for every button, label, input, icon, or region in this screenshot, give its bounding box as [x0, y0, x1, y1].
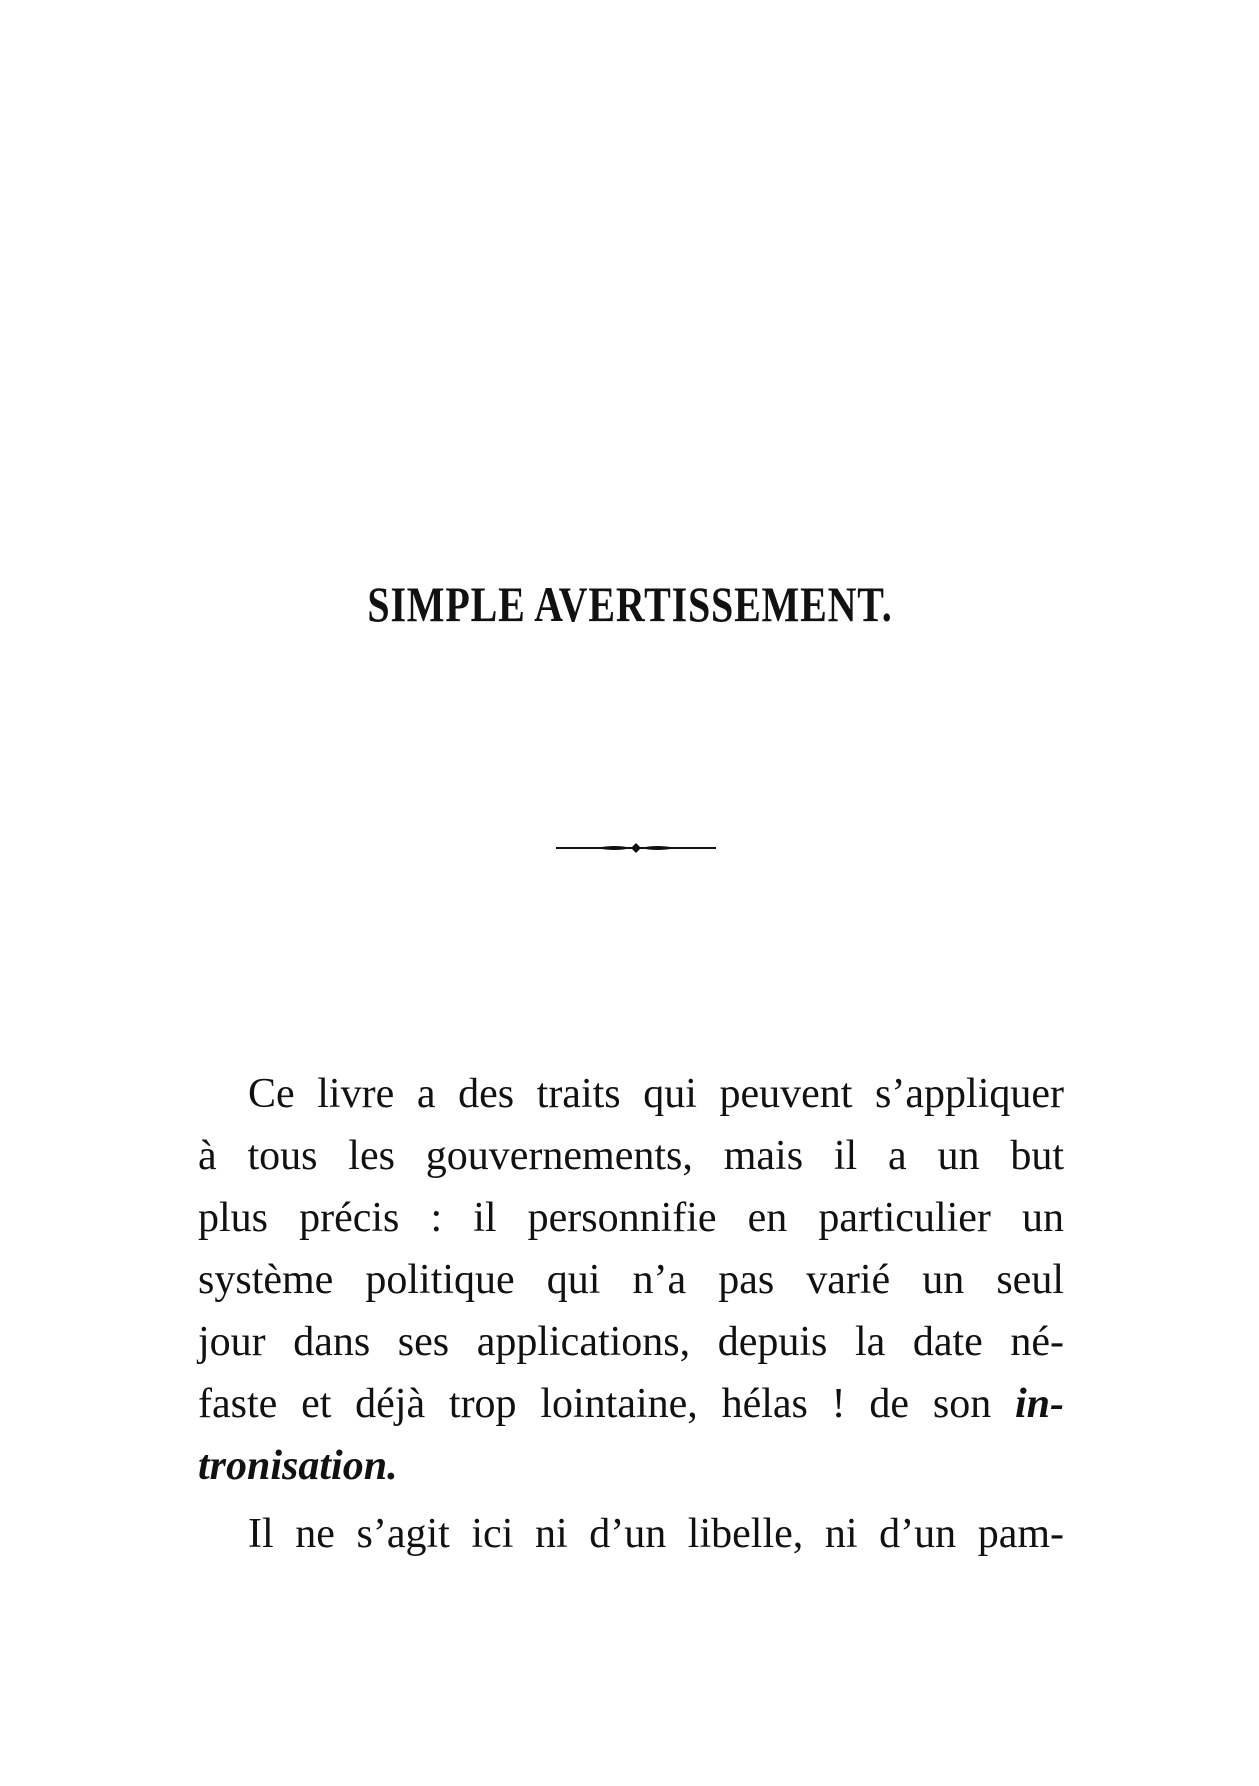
text-line-start: faste et déjà trop lointaine, hélas ! de son — [198, 1381, 1015, 1427]
text-line — [198, 1435, 1064, 1497]
ornamental-rule-icon — [556, 842, 716, 854]
text-line: plus précis : il personnifie en particulier un — [198, 1195, 1064, 1241]
text-line — [198, 1373, 1064, 1435]
italic-word: tronisation. — [198, 1443, 398, 1489]
page-title: SIMPLE AVERTISSEMENT. — [367, 576, 893, 632]
body-text — [198, 1063, 1064, 1565]
text-line: Ce livre a des traits qui peuvent s’appliquer — [248, 1071, 1064, 1117]
paragraph-2 — [198, 1503, 1064, 1565]
text-line: à tous les gouvernements, mais il a un but — [198, 1133, 1064, 1179]
text-line: Il ne s’agit ici ni d’un libelle, ni d’un pam- — [248, 1511, 1064, 1557]
text-line: système politique qui n’a pas varié un seul — [198, 1257, 1064, 1303]
text-line: jour dans ses applications, depuis la date né- — [198, 1319, 1064, 1365]
italic-word: in- — [1014, 1381, 1064, 1427]
paragraph-1 — [198, 1063, 1064, 1497]
